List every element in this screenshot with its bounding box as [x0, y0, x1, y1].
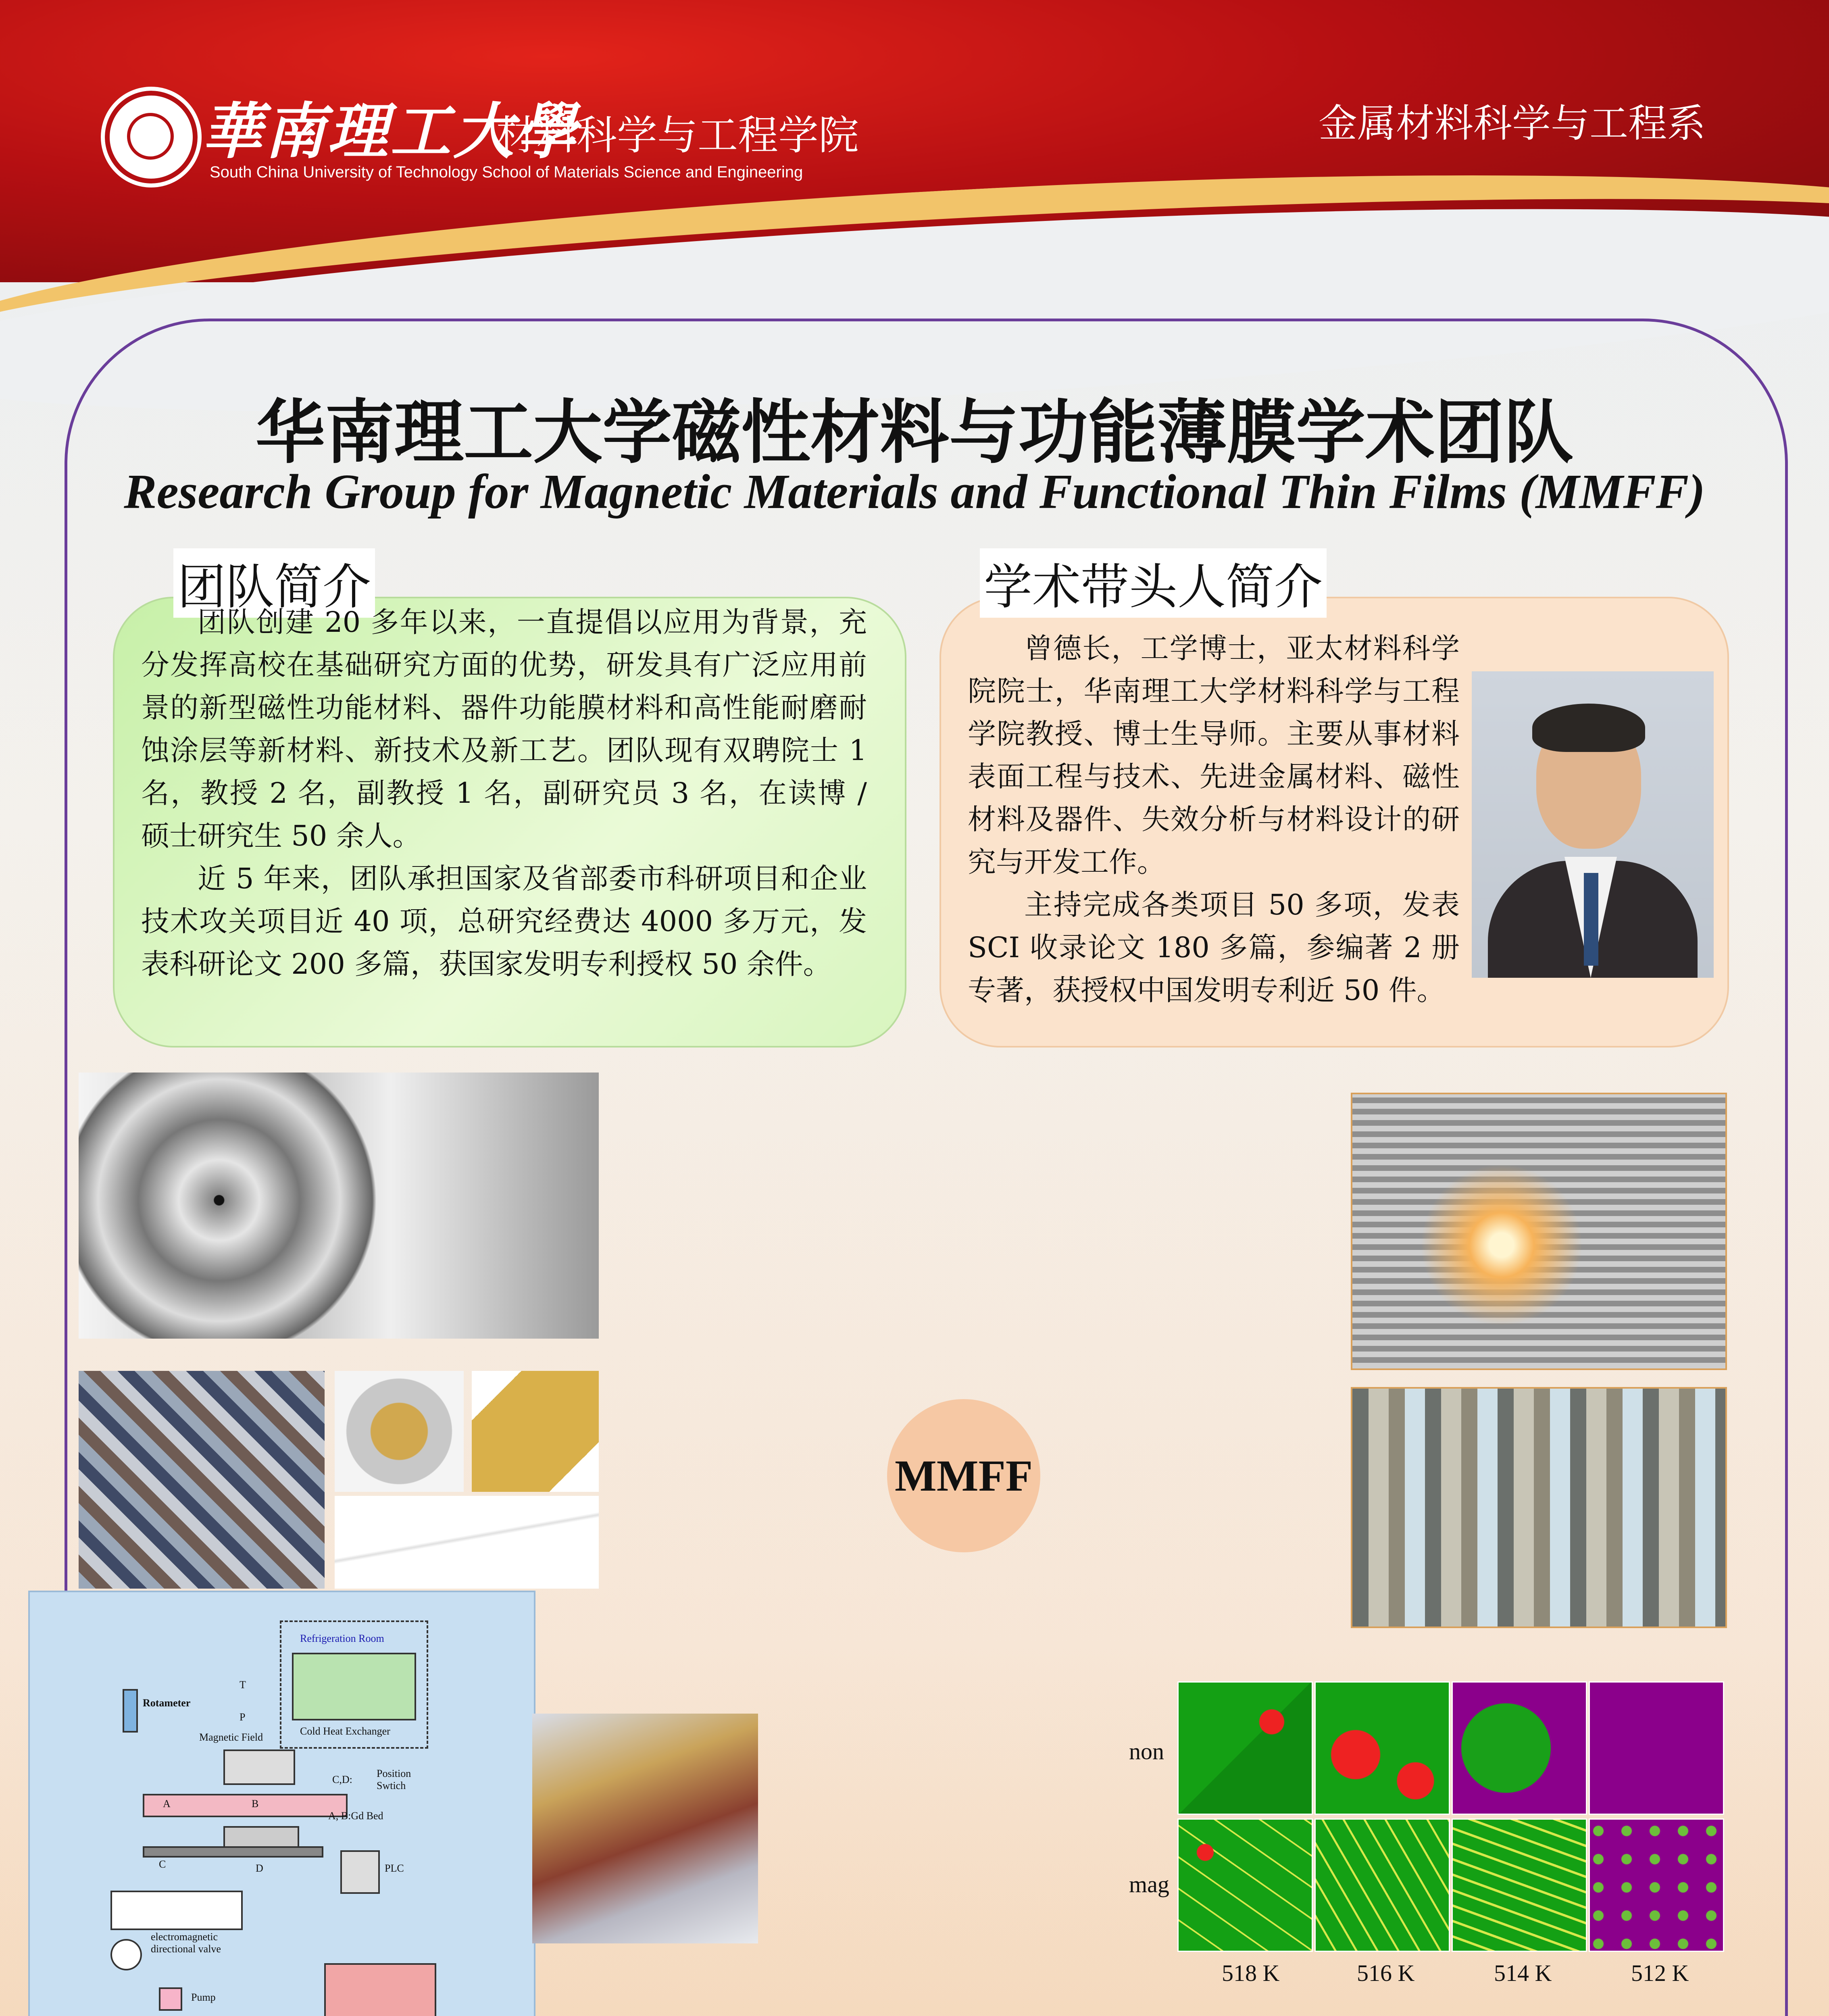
leader-portrait-photo [1472, 671, 1714, 978]
label-plc: PLC [385, 1862, 404, 1874]
cold-heat-exchanger-coil [292, 1653, 416, 1720]
label-valve: electromagnetic directional valve [151, 1931, 221, 1955]
directional-valve [110, 1891, 243, 1930]
pump-symbol [110, 1939, 142, 1970]
label-d: D [256, 1862, 263, 1874]
portrait-hair [1532, 704, 1645, 752]
label-cold-heat-exchanger: Cold Heat Exchanger [300, 1725, 390, 1737]
micro-temp-label: 512 K [1631, 1960, 1689, 1986]
school-name-cn: 材料科学与工程学院 [496, 112, 859, 159]
micro-cell [1452, 1818, 1587, 1952]
label-t-symbol: T [240, 1679, 246, 1691]
label-position-switch: Position Swtich [377, 1768, 411, 1791]
micro-row-label: mag [1129, 1871, 1169, 1897]
pump [159, 1987, 182, 2011]
poster-title-en: Research Group for Magnetic Materials and Functional Thin Films (MMFF) [124, 464, 1705, 519]
micro-cell [1177, 1818, 1313, 1952]
leader-intro-paragraph: 曾德长，工学博士，亚太材料科学院院士，华南理工大学材料科学与工程学院教授、博士生导师。主要从事材料表面工程与技术、先进金属材料、磁性材料及器件、失效分析与材料设计的研究与开发工作。 [968, 632, 1460, 879]
leader-intro-text [968, 627, 1460, 1012]
label-rotameter: Rotameter [143, 1697, 191, 1709]
label-c: C [159, 1858, 166, 1870]
magnetic-refrigerator-machine-image [532, 1714, 758, 1943]
metal-foil-roll-image [79, 1073, 599, 1339]
department-name: 金属材料科学与工程系 [1319, 101, 1706, 146]
label-bed: A, B:Gd Bed [328, 1810, 383, 1822]
micro-cell [1589, 1681, 1724, 1815]
stepper-motor-image [335, 1371, 464, 1492]
team-intro-paragraph: 团队创建 20 多年以来，一直提倡以应用为背景，充分发挥高校在基础研究方面的优势，研发具有广泛应用前景的新型磁性功能材料、器件功能膜材料和高性能耐磨耐蚀涂层等新材料、新技术及新工艺。团队现有双聘院士 1 名，教授 2 名，副教授 1 名，副研究员 3 名，在读博 / 硕士研究生 50 余人。 [141, 606, 867, 852]
magnet-products-image [79, 1371, 325, 1589]
micro-cell [1452, 1681, 1587, 1815]
label-position-code: C,D: [332, 1774, 352, 1785]
poster-title-cn: 华南理工大学磁性材料与功能薄膜学术团队 [256, 392, 1573, 473]
drive-rail [143, 1846, 323, 1858]
mmff-badge: MMFF [887, 1399, 1040, 1552]
leader-intro-heading: 学术带头人简介 [980, 548, 1327, 618]
micro-row-label: non [1129, 1738, 1164, 1764]
micro-temp-label: 518 K [1222, 1960, 1280, 1986]
flexible-film-image [472, 1371, 599, 1492]
micro-cell [1314, 1818, 1450, 1952]
leader-intro-paragraph: 主持完成各类项目 50 多项，发表 SCI 收录论文 180 多篇，参编著 2 册专著，获授权中国发明专利近 50 件。 [968, 888, 1460, 1007]
magnet-block [223, 1749, 295, 1785]
label-magnetic-field: Magnetic Field [199, 1731, 263, 1743]
portrait-tie [1584, 873, 1598, 966]
coated-cutting-tools-image [1351, 1387, 1727, 1628]
label-p-symbol: P [240, 1711, 246, 1723]
label-pump: Pump [191, 1991, 216, 2003]
micro-cell [1177, 1681, 1313, 1815]
team-intro-paragraph: 近 5 年来，团队承担国家及省部委市科研项目和企业技术攻关项目近 40 项，总研究经费达 4000 多万元，发表科研论文 200 多篇，获国家发明专利授权 50 余件。 [141, 862, 867, 981]
plc-box [340, 1850, 380, 1894]
label-refrigeration-room: Refrigeration Room [300, 1633, 384, 1644]
mosquito-probe-image [335, 1496, 599, 1589]
micro-cell [1314, 1681, 1450, 1815]
micro-cell [1589, 1818, 1724, 1952]
label-b: B [252, 1798, 259, 1810]
university-name-en: South China University of Technology School of Materials Science and Engineering [210, 163, 803, 181]
university-seal-logo [101, 87, 202, 187]
micro-temp-label: 514 K [1494, 1960, 1552, 1986]
team-intro-text [141, 601, 867, 985]
team-intro-heading: 团队简介 [173, 548, 375, 618]
rotameter [123, 1689, 138, 1733]
thermal-spray-image [1351, 1093, 1727, 1370]
hot-heat-exchanger-coil [324, 1963, 436, 2016]
magnetic-refrigeration-diagram [28, 1591, 535, 2016]
gd-bed [143, 1794, 348, 1817]
micro-temp-label: 516 K [1357, 1960, 1415, 1986]
university-name-cn: 華南理工大學 [202, 96, 579, 167]
label-a: A [163, 1798, 171, 1810]
